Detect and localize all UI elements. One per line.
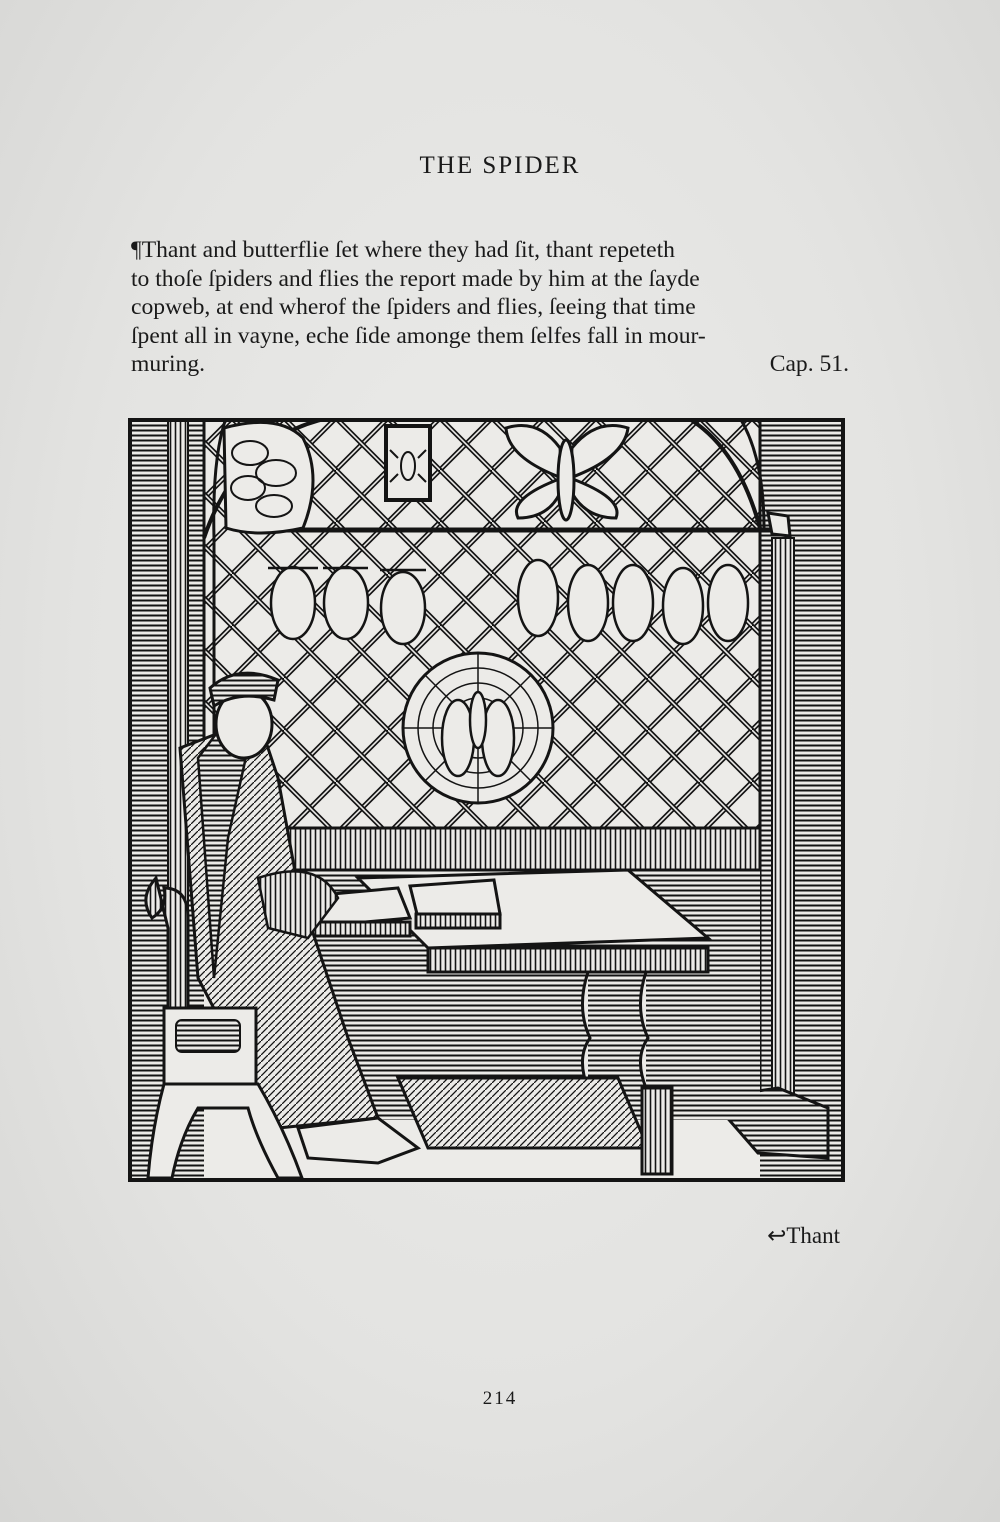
summary-line-2: to thoſe ſpiders and flies the report made by him at the ſayde — [131, 265, 700, 292]
chapter-number: Cap. 51. — [769, 351, 849, 377]
running-head: THE SPIDER — [419, 152, 581, 179]
summary-line-3: copweb, at end wherof the ſpiders and flies, ſeeing that time — [131, 294, 696, 320]
corner-web — [224, 422, 313, 533]
summary-line-5: muring. — [131, 351, 206, 377]
hanging-spiders-left — [268, 567, 426, 644]
summary-line-4: ſpent all in vayne, eche ſide amonge them ſelfes fall in mour- — [131, 322, 706, 349]
rod-bracket — [768, 513, 790, 536]
catchword-hand-icon: ↩ — [767, 1223, 787, 1248]
catchword — [730, 1223, 840, 1249]
spider-web-roundel — [403, 653, 553, 803]
chapter-summary — [131, 236, 849, 350]
woodcut-illustration — [128, 418, 845, 1182]
summary-final-line — [131, 350, 849, 379]
summary-line-1: ¶Thant and butterflie ſet where they had ſit, thant repeteth — [131, 237, 675, 263]
framed-spider — [386, 426, 430, 500]
page-number: 214 — [482, 1388, 518, 1409]
catchword-text: Thant — [786, 1223, 840, 1248]
